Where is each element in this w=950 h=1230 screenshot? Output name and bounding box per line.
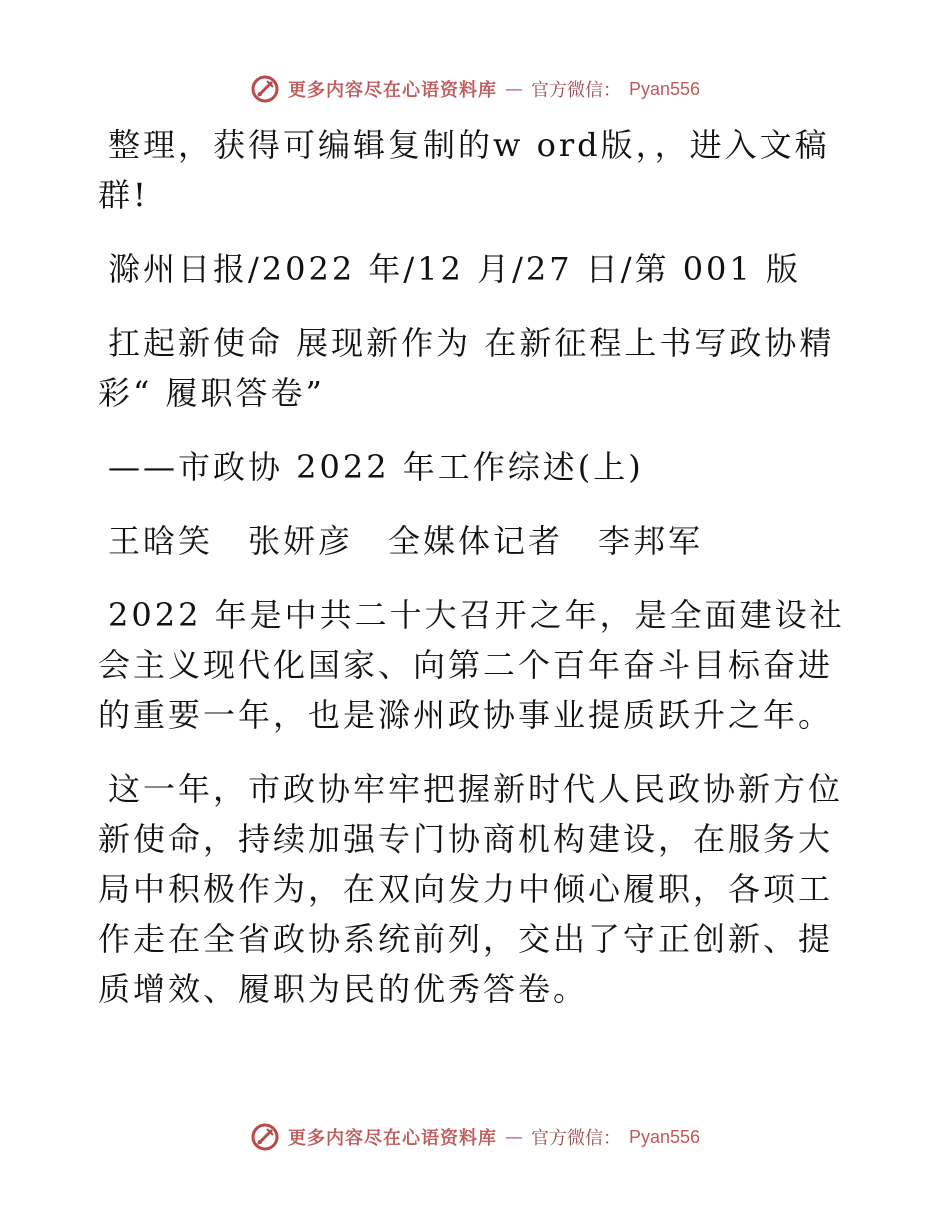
paragraph-body-1: 2022 年是中共二十大召开之年，是全面建设社会主义现代化国家、向第二个百年奋斗目标奋进的重要一年，也是滁州政协事业提质跃升之年。 [98, 596, 845, 734]
watermark-wechat-id: Pyan556 [628, 78, 701, 99]
pen-seal-icon [250, 74, 280, 104]
watermark-dash: — [504, 78, 523, 100]
paragraph-body-2: 这一年，市政协牢牢把握新时代人民政协新方位新使命，持续加强专门协商机构建设，在服务大局中积极作为，在双向发力中倾心履职，各项工作走在全省政协系统前列，交出了守正创新、提质增效、履职为民的优秀答卷。 [98, 770, 844, 1008]
watermark-wechat-label: 官方微信： [530, 1128, 621, 1149]
footer-watermark [0, 1122, 950, 1152]
document-body [98, 120, 858, 1038]
watermark-wechat-id: Pyan556 [628, 1126, 701, 1147]
watermark-wechat-label: 官方微信： [530, 80, 621, 101]
article-authors: 王晗笑 张妍彦 全媒体记者 李邦军 [108, 522, 704, 560]
paragraph-intro: 整理，获得可编辑复制的w ord版，，进入文稿群! [98, 126, 830, 214]
paragraph-source: 滁州日报/2022 年/12 月/27 日/第 001 版 [108, 250, 801, 288]
article-subtitle: ——市政协 2022 年工作综述(上) [108, 448, 644, 486]
watermark-dash: — [504, 1126, 523, 1148]
watermark-main-text: 更多内容尽在心语资料库 [287, 80, 497, 101]
watermark-main-text: 更多内容尽在心语资料库 [287, 1128, 497, 1149]
pen-seal-icon [250, 1122, 280, 1152]
header-watermark [0, 74, 950, 104]
article-title: 扛起新使命 展现新作为 在新征程上书写政协精彩“ 履职答卷” [98, 324, 835, 412]
